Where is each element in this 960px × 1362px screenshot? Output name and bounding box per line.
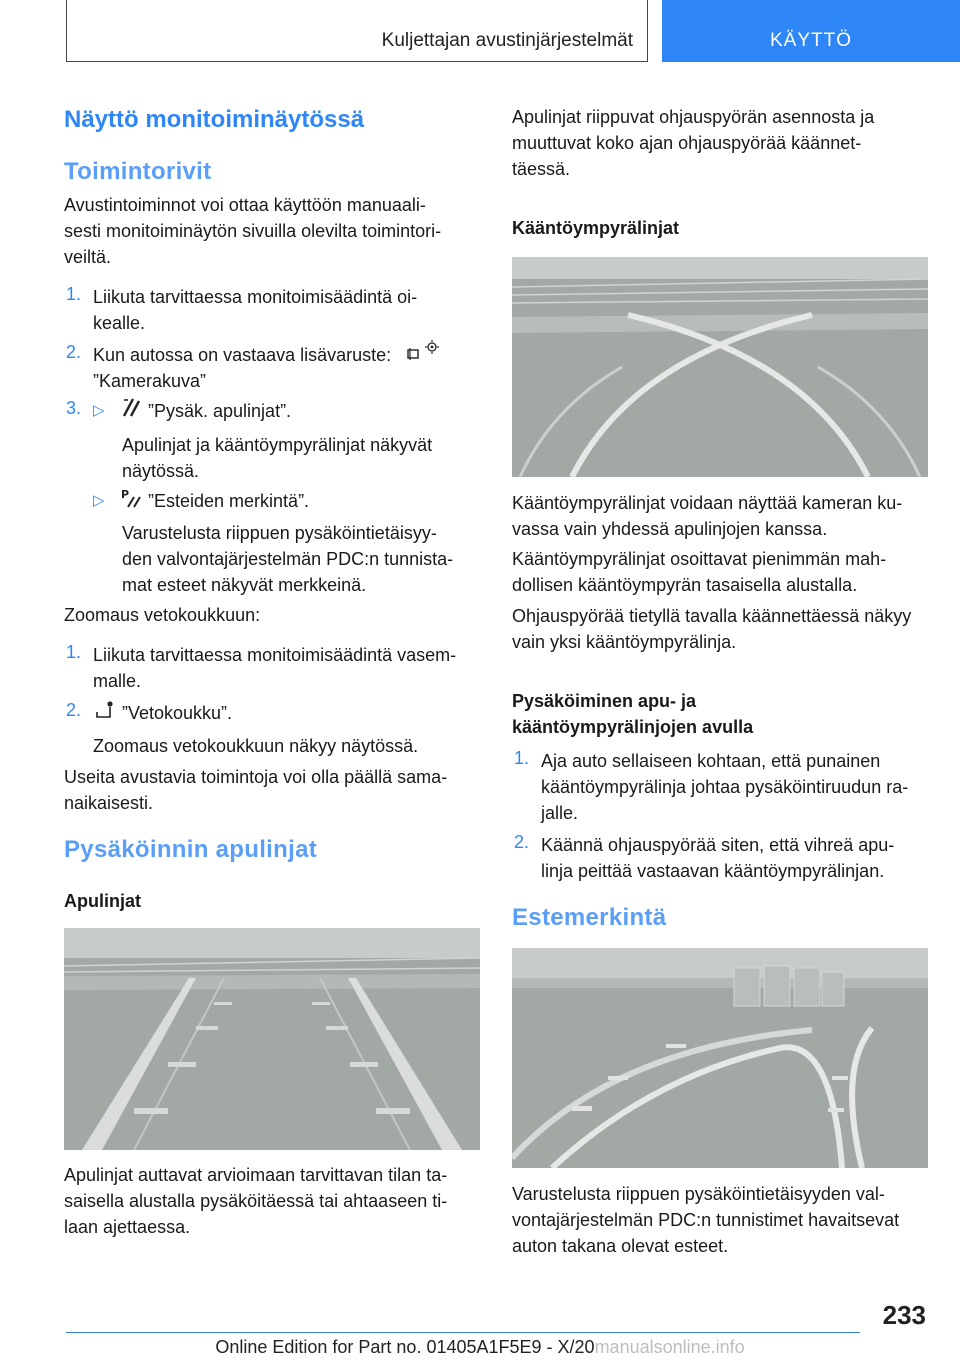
heading-line: Pysäköiminen apu- ja	[512, 691, 697, 711]
obstacle-marking-icon	[120, 487, 142, 509]
figure-caption	[64, 1162, 484, 1240]
para-line: Useita avustavia toimintoja voi olla päällä sama-	[64, 767, 448, 787]
step-1	[93, 284, 493, 336]
header-section-box	[66, 0, 648, 62]
heading-line: kääntöympyrälinjojen avulla	[512, 717, 754, 737]
step-line: kääntöympyrälinja johtaa pysäköintiruudun ra-	[541, 777, 909, 797]
para-line: dollisen kääntöympyrän tasaisella alustalla.	[512, 575, 858, 595]
step-3b-label: ”Esteiden merkintä”.	[148, 491, 310, 511]
right-step-2	[541, 832, 941, 884]
tow-hitch-icon	[94, 698, 118, 722]
zoom-step-2-label: ”Vetokoukku”.	[122, 703, 233, 723]
step-number: 2.	[514, 832, 530, 852]
paragraph-2	[512, 546, 932, 598]
header-tab-label: KÄYTTÖ	[769, 30, 852, 51]
desc-line: Apulinjat ja kääntöympyrälinjat näkyvät	[122, 435, 433, 455]
step-line: Käännä ohjauspyörää siten, että vihreä apu-	[541, 835, 895, 855]
step-3b-description	[122, 520, 487, 598]
camera-settings-icon	[406, 338, 442, 364]
para-line: muuttuvat koko ajan ohjauspyörää käännet-	[512, 133, 862, 153]
para-line: Kääntöympyrälinjat osoittavat pienimmän mah-	[512, 549, 887, 569]
parking-lines-icon	[120, 396, 142, 418]
step-3-label: ”Pysäk. apulinjat”.	[148, 401, 292, 421]
step-number: 1.	[514, 748, 530, 768]
figure-obstacle-marking	[512, 948, 928, 1168]
caption-line: vontajärjestelmän PDC:n tunnistimet havaitsevat	[512, 1210, 900, 1230]
heading-parking	[512, 688, 753, 740]
figure-guide-lines	[64, 928, 480, 1150]
step-number: 3.	[66, 398, 82, 418]
figure-turning-circle-lines	[512, 257, 928, 477]
subheading-toimintorivit	[64, 158, 211, 186]
desc-line: Varustelusta riippuen pysäköintietäisyy-	[122, 523, 437, 543]
step-number: 2.	[66, 342, 82, 362]
header-tab	[662, 0, 960, 62]
heading-text: Apulinjat	[64, 891, 141, 911]
step-line: jalle.	[541, 803, 579, 823]
intro-line: Avustintoiminnot voi ottaa käyttöön manuaali-	[64, 195, 426, 215]
heading-text: Kääntöympyrälinjat	[512, 218, 680, 238]
right-intro	[512, 104, 932, 182]
header-section-title: Kuljettajan avustinjärjestelmät	[381, 30, 633, 51]
este-caption	[512, 1181, 932, 1259]
footer-watermark: manualsonline.info	[594, 1337, 745, 1357]
triangle-bullet-icon: ▷	[93, 492, 105, 509]
footer-edition	[0, 1337, 960, 1358]
step-line: malle.	[93, 671, 142, 691]
zoom-intro: Zoomaus vetokoukkuun:	[64, 605, 261, 625]
step-line: Liikuta tarvittaessa monitoimisäädintä vasem-	[93, 645, 457, 665]
step-line: ”Kamerakuva”	[93, 371, 207, 391]
caption-line: saisella alustalla pysäköitäessä tai ahtaaseen ti-	[64, 1191, 448, 1211]
footer-edition-text: Online Edition for Part no. 01405A1F5E9 - X/20	[215, 1337, 595, 1357]
para-line: Kääntöympyrälinjat voidaan näyttää kameran ku-	[512, 493, 903, 513]
page-title: Näyttö monitoiminäytössä	[64, 106, 365, 133]
zoom-step-1	[93, 642, 493, 694]
page-number: 233	[882, 1300, 926, 1330]
step-line: Kun autossa on vastaava lisävaruste:	[93, 345, 392, 365]
step-line: linja peittää vastaavan kääntöympyrälinjan.	[541, 861, 885, 881]
step-number: 1.	[66, 284, 82, 304]
subheading-apulinjat-section	[64, 836, 317, 864]
multi-paragraph	[64, 764, 484, 816]
desc-line: mat esteet näkyvät merkkeinä.	[122, 575, 367, 595]
step-number: 1.	[66, 642, 82, 662]
step-3-description	[122, 432, 482, 484]
para-line: täessä.	[512, 159, 571, 179]
heading-apulinjat	[64, 888, 141, 914]
caption-line: auton takana olevat esteet.	[512, 1236, 729, 1256]
para-line: vassa vain yhdessä apulinjojen kanssa.	[512, 519, 828, 539]
zoom-description: Zoomaus vetokoukkuun näkyy näytössä.	[93, 736, 419, 756]
footer-divider	[66, 1332, 860, 1333]
step-line: Aja auto sellaiseen kohtaan, että punainen	[541, 751, 881, 771]
paragraph-1	[512, 490, 932, 542]
subheading-estemerkinta	[512, 904, 666, 932]
caption-line: Apulinjat auttavat arvioimaan tarvittavan tilan ta-	[64, 1165, 448, 1185]
intro-line: veiltä.	[64, 247, 112, 267]
step-line: kealle.	[93, 313, 146, 333]
intro-paragraph	[64, 192, 484, 270]
svg-text:P: P	[121, 488, 130, 501]
caption-line: laan ajettaessa.	[64, 1217, 191, 1237]
paragraph-3	[512, 603, 932, 655]
step-number: 2.	[66, 700, 82, 720]
right-step-1	[541, 748, 941, 826]
desc-line: den valvontajärjestelmän PDC:n tunnista-	[122, 549, 454, 569]
subheading-text: Estemerkintä	[512, 904, 667, 931]
left-column	[64, 106, 484, 134]
subheading-text: Toimintorivit	[64, 158, 212, 185]
step-line: Liikuta tarvittaessa monitoimisäädintä oi-	[93, 287, 418, 307]
para-line: Ohjauspyörää tietyllä tavalla käännettäessä näkyy	[512, 606, 912, 626]
para-line: Apulinjat riippuvat ohjauspyörän asennosta ja	[512, 107, 875, 127]
intro-line: sesti monitoiminäytön sivuilla olevilta toimintori-	[64, 221, 442, 241]
subheading-text: Pysäköinnin apulinjat	[64, 836, 318, 863]
para-line: vain yksi kääntöympyrälinja.	[512, 632, 737, 652]
desc-line: näytössä.	[122, 461, 200, 481]
heading-kaantoympyralinjat	[512, 215, 679, 241]
para-line: naikaisesti.	[64, 793, 154, 813]
triangle-bullet-icon: ▷	[93, 402, 105, 419]
caption-line: Varustelusta riippuen pysäköintietäisyyden val-	[512, 1184, 885, 1204]
